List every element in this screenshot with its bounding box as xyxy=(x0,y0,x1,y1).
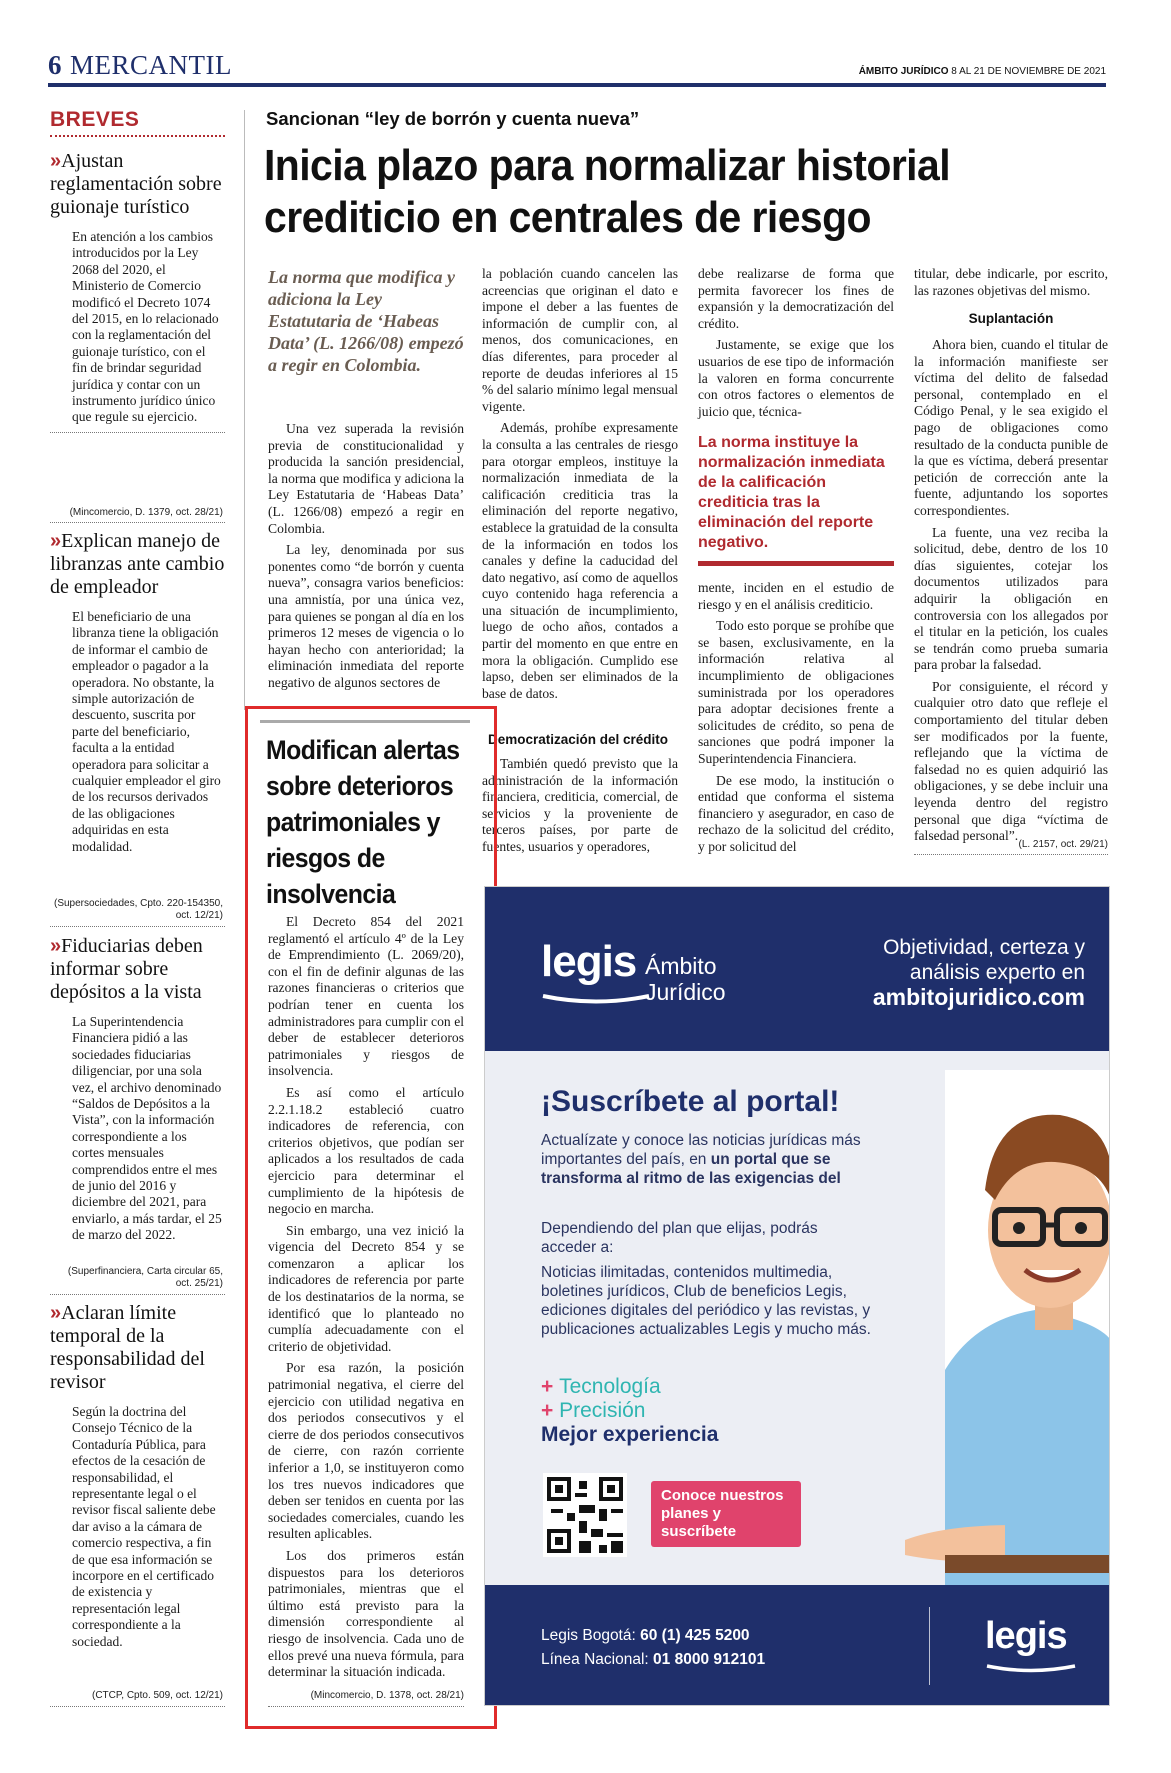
paragraph: Es así como el artículo 2.2.1.18.2 estableció cuatro indicadores de referencia, con criterios objetivos, que podían ser aplicados a los resultados de cada ejercicio para determinar el cumplimiento de la hipótesis de negocio en marcha. xyxy=(268,1084,464,1217)
breves-title: BREVES xyxy=(50,108,140,131)
chevron-icon: » xyxy=(50,530,62,552)
ad-site-link[interactable]: ambitojuridico.com xyxy=(872,984,1085,1010)
ad-intro-text: Actualízate y conoce las noticias jurídicas más importantes del país, en xyxy=(541,1132,861,1168)
paragraph: Ahora bien, cuando el titular de la información manifieste ser víctima del delito de falsedad personal, contemplado en el Código Penal, y le sea exigido el pago de obligaciones como resultado de la conducta punible de la que es víctima, deberá presentar petición de corrección ante la fuente, adjuntando los soportes correspondientes. xyxy=(914,337,1108,518)
benefit-mejor-experiencia: Mejor experiencia xyxy=(541,1423,719,1446)
article-column-3-bottom xyxy=(698,580,894,856)
ad-title: ¡Suscríbete al portal! xyxy=(541,1085,840,1118)
breve-body: El beneficiario de una libranza tiene la obligación de informar el cambio de empleador o pagador a la operadora. No obstante, la simple autorización de descuento, suscrita por parte del beneficiario, faculta a la entidad operadora para solicitar a cualquier empleador el giro de los recursos derivados de las obligaciones adquiridas en esta modalidad. xyxy=(72,609,221,854)
breves-column xyxy=(50,108,225,145)
cta-button[interactable]: Conoce nuestros planes y suscríbete xyxy=(651,1481,801,1547)
paragraph: La ley, denominada por sus ponentes como “de borrón y cuenta nueva”, consagra varios beneficios: una amnistía, por una única vez, para quienes se pongan al día en los primeros 12 meses de vigencia o lo hayan hecho con anterioridad; la eliminación inmediata del reporte negativo de algunos sectores de xyxy=(268,542,464,690)
paragraph: Los dos primeros están dispuestos para los deterioros patrimoniales, mientras que el último está previsto para la dimensión correspondiente al riesgo de insolvencia. Cada uno de ellos prevé una nueva fórmula, para determinar la situación indicada. xyxy=(268,1547,464,1680)
paragraph: Todo esto porque se prohíbe que se basen, exclusivamente, en la información relativa al incumplimiento de obligaciones suministrada por los operadores para adoptar decisiones frente a solicitudes de crédito, so pena de sanciones que podrá imponer la Superintendencia Financiera. xyxy=(698,618,894,766)
breve-body: En atención a los cambios introducidos por la Ley 2068 del 2020, el Ministerio de Comercio modificó el Decreto 1074 del 2015, en lo relacionado con la reglamentación del guionaje turístico, con el fin de brindar seguridad jurídica y contar con un instrumento jurídico único que regule su ejercicio. xyxy=(72,229,219,425)
publication-name: ÁMBITO JURÍDICO xyxy=(858,66,949,77)
chevron-icon: » xyxy=(50,1302,62,1324)
paragraph: Por consiguiente, el récord y cualquier otro dato que refleje el comportamiento del titular deben ser modificados por la fuente, reflejando que la víctima de falsedad no es quien adquirió las obligaciones, y se debe incluir una leyenda dentro del registro personal que diga “víctima de falsedad personal”. xyxy=(914,678,1108,844)
masthead-rule xyxy=(48,83,1106,87)
issue-date: 8 AL 21 DE NOVIEMBRE DE 2021 xyxy=(951,66,1106,77)
paragraph: Una vez superada la revisión previa de constitucionalidad y producida la sanción presidencial, la norma que modifica y adiciona la Ley Estatutaria de ‘Habeas Data’ (L. 1266/08) empezó a regir en Colombia. xyxy=(268,421,464,536)
ad-tagline xyxy=(785,935,1085,1010)
footer-divider xyxy=(929,1607,930,1685)
article-headline: Inicia plazo para normalizar historial crediticio en centrales de riesgo xyxy=(264,141,951,242)
article-end-rule xyxy=(914,854,1108,855)
benefit-precision: + Precisión xyxy=(541,1399,646,1422)
tagline-line2: análisis experto en xyxy=(909,961,1085,984)
phone-bogota: Legis Bogotá: 60 (1) 425 5200 xyxy=(541,1627,750,1644)
ad-intro-bold: un portal que se transforma al ritmo de las exigencias del xyxy=(541,1151,841,1187)
footer-logo-swoosh-icon xyxy=(985,1663,1077,1675)
ad-benefits xyxy=(541,1375,718,1447)
second-article-body xyxy=(268,914,464,1681)
subhead-democratizacion: Democratización del crédito xyxy=(488,732,669,747)
legis-logo: legis xyxy=(541,937,637,986)
tagline-line1: Objetividad, certeza y xyxy=(883,936,1085,959)
paragraph: debe realizarse de forma que permita favorecer los fines de expansión y la democratización del crédito. xyxy=(698,266,894,331)
ad-banner[interactable] xyxy=(484,886,1110,1706)
paragraph: Justamente, se exige que los usuarios de ese tipo de información la valoren en forma concurrente con otros factores o elementos de juicio que, técnica- xyxy=(698,337,894,419)
second-article-headline: Modifican alertas sobre deterioros patrimoniales y riesgos de insolvencia xyxy=(266,735,460,909)
paragraph: Además, prohíbe expresamente la consulta a las centrales de riesgo para otorgar empleos, instituye la normalización inmediata de la calificación crediticia tras la eliminación del reporte negativo, establece la gratuidad de la consulta de la información en todos los canales y define la caducidad del dato negativo, así como de aquellos cuyo contenido haga referencia a una situación de incumplimiento, luego de ocho años, contados a partir del momento en que entre en mora la obligación. Cumplido ese lapso, deben ser eliminados de la base de datos. xyxy=(482,420,678,701)
ad-features: Noticias ilimitadas, contenidos multimedia, boletines jurídicos, Club de beneficios Legis, ediciones digitales del periódico y las revistas, y publicaciones actualizables Legis y mucho más. xyxy=(541,1264,871,1338)
second-article-credit: (Mincomercio, D. 1378, oct. 28/21) xyxy=(310,1690,464,1701)
paragraph: De ese modo, la institución o entidad que conforma el sistema financiero y asegurador, en caso de rechazo de la solicitud del crédito, y por solicitud del xyxy=(698,772,894,854)
second-article-gray-rule xyxy=(260,720,470,723)
paragraph: La fuente, una vez reciba la solicitud, debe, dentro de los 10 días siguientes, cotejar los documentos utilizados para adquirir la obligación en controversia con los allegados por el titular en la petición, los cuales se tendrán como prueba sumaria para probar la falsedad. xyxy=(914,524,1108,673)
pullquote: La norma instituye la normalización inmediata de la calificación crediticia tras la eliminación del reporte negativo. xyxy=(698,434,885,551)
plus-icon: + xyxy=(541,1375,560,1398)
paragraph: la población cuando cancelen las acreencias que originan el dato e impone el deber a las fuentes de información de cumplir con, al menos, dos comunicaciones, en días diferentes, para proceder al reporte de deudas inferiores al 15 % del salario mínimo legal mensual vigente. xyxy=(482,266,678,414)
ad-header xyxy=(485,887,1110,1051)
article-kicker: Sancionan “ley de borrón y cuenta nueva” xyxy=(266,108,640,129)
chevron-icon: » xyxy=(50,150,62,172)
article-lead: La norma que modifica y adiciona la Ley Estatutaria de ‘Habeas Data’ (L. 1266/08) empezó a regir en Colombia. xyxy=(268,267,464,375)
article-credit: (L. 2157, oct. 29/21) xyxy=(1018,839,1108,850)
paragraph: El Decreto 854 del 2021 reglamentó el artículo 4º de la Ley de Emprendimiento (L. 2069/20), con el fin de definir algunas de las razones financieras o criterios que podrían tener en cuenta los administradores para cumplir con el deber de establecer deterioros patrimoniales y riesgos de insolvencia. xyxy=(268,914,464,1079)
article-column-3-top xyxy=(698,266,894,420)
breve-body: La Superintendencia Financiera pidió a las sociedades fiduciarias diligenciar, por una sola vez, el archivo denominado “Saldos de Depósitos a la Vista”, con la información correspondiente a los cortes mensuales comprendidos entre el mes de junio del 2016 y diciembre del 2021, para enviarlo, a más tardar, el 25 de marzo del 2022. xyxy=(72,1014,222,1243)
breve-headline: »Fiduciarias deben informar sobre depósitos a la vista xyxy=(50,935,203,1003)
benefit-tecnologia: + Tecnología xyxy=(541,1375,661,1398)
section-name: MERCANTIL xyxy=(70,50,232,80)
paragraph: Sin embargo, una vez inició la vigencia del Decreto 854 y se comenzaron a aplicar los indicadores de referencia por parte de los destinatarios de la norma, se identificó que lo planteado no cumplía adecuadamente con el criterio de objetividad. xyxy=(268,1222,464,1354)
ad-intro xyxy=(541,1131,911,1188)
article-column-2 xyxy=(482,266,678,722)
logo-swoosh-icon xyxy=(541,993,651,1007)
second-article-end-rule xyxy=(268,1706,464,1707)
page-number: 6 xyxy=(48,50,62,80)
breve-divider xyxy=(50,1706,225,1707)
breve-headline: »Explican manejo de libranzas ante cambio de empleador xyxy=(50,530,225,598)
qr-code-icon[interactable] xyxy=(543,1473,627,1557)
breve-item xyxy=(50,935,225,1244)
breves-rule xyxy=(50,135,225,137)
breve-divider xyxy=(50,926,225,927)
breve-credit: (Superfinanciera, Carta circular 65, oct. 25/21) xyxy=(67,1266,223,1289)
publication-date xyxy=(859,66,1106,77)
ambito-logo-line1: Ámbito xyxy=(645,953,717,979)
legis-footer-logo: legis xyxy=(985,1615,1067,1657)
breve-headline: »Ajustan reglamentación sobre guionaje turístico xyxy=(50,150,222,218)
subhead-suplantacion: Suplantación xyxy=(968,311,1054,326)
breve-credit: (CTCP, Cpto. 509, oct. 12/21) xyxy=(92,1690,223,1701)
breve-credit: (Supersociedades, Cpto. 220-154350, oct. 12/21) xyxy=(53,898,223,921)
paragraph: Por esa razón, la posición patrimonial negativa, el cierre del ejercicio con utilidad negativa en dos periodos consecutivos y el cierre de dos periodos consecutivos de cierre, con razón corriente inferior a 1,0, se instituyeron como los tres nuevos indicadores que deben ser tenidos en cuenta por las sociedades comerciales, cuando les resulten aplicables. xyxy=(268,1360,464,1542)
breve-item xyxy=(50,1302,225,1650)
breve-divider xyxy=(50,1294,225,1295)
pullquote-rule xyxy=(698,561,894,566)
breve-item xyxy=(50,530,225,855)
breve-body: Según la doctrina del Consejo Técnico de la Contaduría Pública, para efectos de la cesación de responsabilidad, el representante legal o el revisor fiscal saliente debe dar aviso a la cámara de comercio respectiva, a fin de que esa información se incorpore en el certificado de existencia y representación legal correspondiente a la sociedad. xyxy=(72,1404,216,1649)
ad-plan-text: Dependiendo del plan que elijas, podrás acceder a: xyxy=(541,1220,818,1256)
ad-footer xyxy=(485,1585,1110,1706)
article-column-4 xyxy=(914,337,1108,845)
cartoon-man-illustration xyxy=(885,1070,1110,1585)
breve-credit: (Mincomercio, D. 1379, oct. 28/21) xyxy=(69,507,223,518)
breve-headline: »Aclaran límite temporal de la responsabilidad del revisor xyxy=(50,1302,205,1393)
article-column-1 xyxy=(268,421,464,701)
breve-item xyxy=(50,150,225,433)
article-column-2-cont: También quedó previsto que la administración de la información financiera, crediticia, comercial, de servicios y la proveniente de terceros países, por parte de fuentes, usuarios y operadores, xyxy=(482,756,678,854)
plus-icon: + xyxy=(541,1399,560,1422)
article-column-4-top: titular, debe indicarle, por escrito, las razones objetivas del mismo. xyxy=(914,266,1108,298)
breve-divider xyxy=(50,432,225,433)
ambito-logo-line2: Jurídico xyxy=(645,979,726,1005)
phone-nacional: Línea Nacional: 01 8000 912101 xyxy=(541,1651,766,1668)
breve-divider xyxy=(50,522,225,523)
column-separator xyxy=(244,110,245,710)
chevron-icon: » xyxy=(50,935,62,957)
paragraph: mente, inciden en el estudio de riesgo y en el análisis crediticio. xyxy=(698,580,894,612)
